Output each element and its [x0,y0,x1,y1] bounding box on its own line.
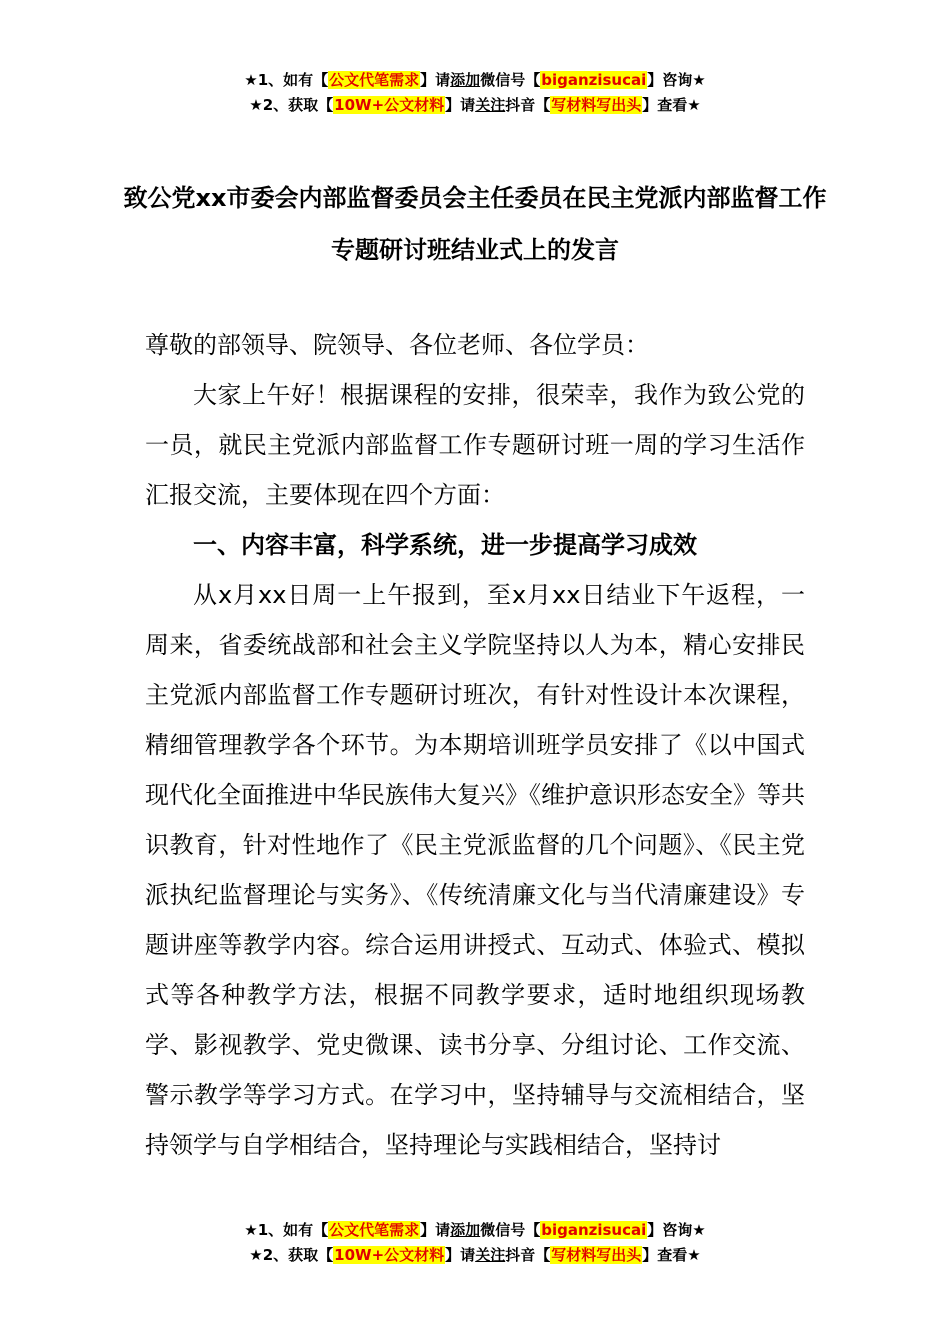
document-title: 致公党xx市委会内部监督委员会主任委员在民主党派内部监督工作专题研讨班结业式上的发言 [123,184,827,264]
star-icon: ★ [249,1246,263,1264]
promo-line-2: ★2、获取【10W+公文材料】请关注抖音【写材料写出头】查看★ [249,1246,701,1264]
highlight-materials: 10W+公文材料 [334,96,445,114]
highlight-service: 公文代笔需求 [329,71,420,89]
highlight-service: 公文代笔需求 [329,1221,420,1239]
highlight-douyin-account: 写材料写出头 [551,1246,642,1264]
star-icon: ★ [687,96,701,114]
promo-line-2: ★2、获取【10W+公文材料】请关注抖音【写材料写出头】查看★ [249,96,701,114]
highlight-wechat-id: biganzisucai [541,1221,647,1239]
document-body [145,320,805,1170]
promo-banner-top [0,68,950,118]
paragraph-intro: 大家上午好！根据课程的安排，很荣幸，我作为致公党的一员，就民主党派内部监督工作专题研讨班一周的学习生活作汇报交流，主要体现在四个方面： [145,381,805,509]
star-icon: ★ [692,71,706,89]
star-icon: ★ [249,96,263,114]
promo-line-1: ★1、如有【公文代笔需求】请添加微信号【biganzisucai】咨询★ [244,1221,706,1239]
salutation: 尊敬的部领导、院领导、各位老师、各位学员： [145,331,649,359]
paragraph-section-1: 从x月xx日周一上午报到，至x月xx日结业下午返程，一周来，省委统战部和社会主义学院坚持以人为本，精心安排民主党派内部监督工作专题研讨班次，有针对性设计本次课程，精细管理教学各个环节。为本期培训班学员安排了《以中国式现代化全面推进中华民族伟大复兴》《维护意识形态安全》等共识教育，针对性地作了《民主党派监督的几个问题》、《民主党派执纪监督理论与实务》、《传统清廉文化与当代清廉建设》专题讲座等教学内容。综合运用讲授式、互动式、体验式、模拟式等各种教学方法，根据不同教学要求，适时地组织现场教学、影视教学、党史微课、读书分享、分组讨论、工作交流、警示教学等学习方式。在学习中，坚持辅导与交流相结合，坚持领学与自学相结合，坚持理论与实践相结合，坚持讨 [145,581,805,1159]
star-icon: ★ [244,1221,258,1239]
highlight-wechat-id: biganzisucai [541,71,647,89]
star-icon: ★ [244,71,258,89]
star-icon: ★ [692,1221,706,1239]
highlight-materials: 10W+公文材料 [334,1246,445,1264]
star-icon: ★ [687,1246,701,1264]
promo-banner-bottom [0,1218,950,1268]
highlight-douyin-account: 写材料写出头 [551,96,642,114]
promo-line-1: ★1、如有【公文代笔需求】请添加微信号【biganzisucai】咨询★ [244,71,706,89]
section-heading-1: 一、内容丰富，科学系统，进一步提高学习成效 [193,531,697,559]
